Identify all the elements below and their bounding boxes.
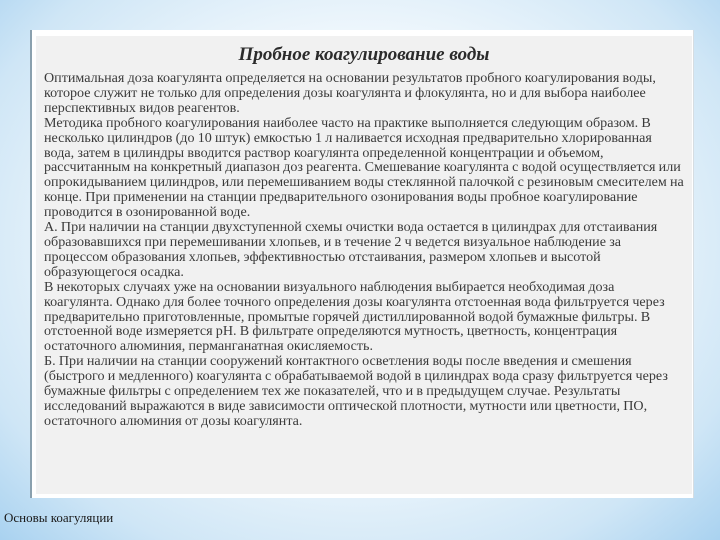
paragraph-methodology: Методика пробного коагулирования наиболее часто на практике выполняется следующим образом. В несколько цилиндров (до 10 штук) емкостью 1 л наливается исходная предварительно хлорированная вода, затем в цилиндры вводится раствор коагулянта определенной концентрации и объемом, рассчитанным на конкретный диапазон доз реагента. Смешевание коагулянта с водой осуществляется или опрокидыванием цилиндров, или перемешиванием воды стеклянной палочкой с резиновым смесителем на конце. При применении на станции предварительного озонирования воды пробное коагулирование проводится в озонированной воде. [44, 114, 684, 221]
scanned-page [36, 36, 692, 494]
slide-frame [30, 30, 694, 498]
page-title: Пробное коагулирование воды [238, 44, 490, 65]
paragraph-case-b: Б. При наличии на станции сооружений контактного осветления воды после введения и смешения (быстрого и медленного) коагулянта с обрабатываемой водой в цилиндрах вода сразу фильтруется через бумажные фильтры с определением тех же показателей, что и в предыдущем случае. Результаты исследований выражаются в виде зависимости оптической плотности, мутности или цветности, ПО, остаточного алюминия от дозы коагулянта. [44, 353, 668, 429]
footer-caption: Основы коагуляции [4, 510, 114, 525]
paragraph-optimal-dose: Оптимальная доза коагулянта определяется на основании результатов пробного коагулирования воды, которое служит не только для определения дозы коагулянта и флокулянта, но и для выбора наиболее перспективных видов реагентов. [44, 70, 656, 116]
paragraph-case-a: А. При наличии на станции двухступенной схемы очистки вода остается в цилиндрах для отстаивания образовавшихся при перемешивании хлопьев, и в течение 2 ч ведется визуальное наблюдение за процессом образования хлопьев, эффективностью отстаивания, размером хлопьев и высотой образующегося осадка. [44, 219, 658, 280]
paragraph-filtration: В некоторых случаях уже на основании визуального наблюдения выбирается необходимая доза коагулянта. Однако для более точного определения дозы коагулянта отстоенная вода фильтруется через предварительно приготовленные, промытые горячей дистиллированной водой бумажные фильтры. В отстоенной воде измеряется рН. В фильтрате определяются мутность, цветность, концентрация остаточного алюминия, перманганатная окисляемость. [44, 278, 665, 355]
body-text [44, 71, 684, 429]
